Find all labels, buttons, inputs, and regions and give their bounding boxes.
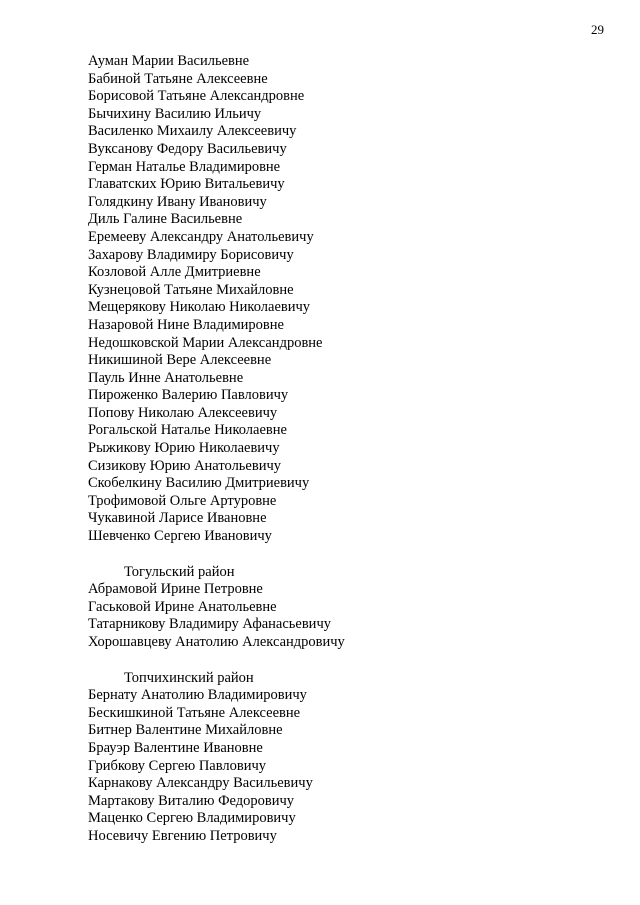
list-item: Пироженко Валерию Павловичу xyxy=(88,387,289,404)
list-item: Вуксанову Федору Васильевичу xyxy=(88,140,287,157)
name-section-continued xyxy=(88,53,608,546)
list-item: Василенко Михаилу Алексеевичу xyxy=(88,123,297,140)
list-item: Гаськовой Ирине Анатольевне xyxy=(88,598,277,615)
name-section-togulsky xyxy=(88,564,608,652)
name-list xyxy=(88,53,608,546)
list-item: Скобелкину Василию Дмитриевичу xyxy=(88,475,310,492)
list-item: Назаровой Нине Владимировне xyxy=(88,316,284,333)
list-item: Главатских Юрию Витальевичу xyxy=(88,176,285,193)
list-item: Бернату Анатолию Владимировичу xyxy=(88,687,307,704)
document-body xyxy=(88,53,608,846)
list-item: Козловой Алле Дмитриевне xyxy=(88,264,261,281)
list-item: Герман Наталье Владимировне xyxy=(88,158,281,175)
list-item: Диль Галине Васильевне xyxy=(88,211,243,228)
list-item: Трофимовой Ольге Артуровне xyxy=(88,492,277,509)
list-item: Карнакову Александру Васильевичу xyxy=(88,775,313,792)
list-item: Битнер Валентине Михайловне xyxy=(88,722,283,739)
name-list xyxy=(88,687,608,845)
list-item: Никишиной Вере Алексеевне xyxy=(88,352,272,369)
list-item: Попову Николаю Алексеевичу xyxy=(88,404,278,421)
list-item: Хорошавцеву Анатолию Александровичу xyxy=(88,634,345,650)
list-item: Голядкину Ивану Ивановичу xyxy=(88,193,267,210)
list-item: Мещерякову Николаю Николаевичу xyxy=(88,299,311,316)
list-item: Захарову Владимиру Борисовичу xyxy=(88,246,294,263)
list-item: Маценко Сергею Владимировичу xyxy=(88,810,296,827)
list-item: Борисовой Татьяне Александровне xyxy=(88,88,305,105)
list-item: Грибкову Сергею Павловичу xyxy=(88,757,267,774)
page-number: 29 xyxy=(591,22,604,37)
list-item: Брауэр Валентине Ивановне xyxy=(88,739,263,756)
list-item: Бескишкиной Татьяне Алексеевне xyxy=(88,704,301,721)
list-item: Шевченко Сергею Ивановичу xyxy=(88,528,272,545)
list-item: Сизикову Юрию Анатольевичу xyxy=(88,457,282,474)
list-item: Чукавиной Ларисе Ивановне xyxy=(88,510,267,527)
name-list xyxy=(88,581,608,651)
list-item: Татарникову Владимиру Афанасьевичу xyxy=(88,616,331,633)
list-item: Рогальской Наталье Николаевне xyxy=(88,422,287,439)
list-item: Кузнецовой Татьяне Михайловне xyxy=(88,281,294,298)
list-item: Бабиной Татьяне Алексеевне xyxy=(88,70,268,87)
list-item: Пауль Инне Анатольевне xyxy=(88,369,244,386)
name-section-topchikhinsky xyxy=(88,670,608,846)
section-heading: Топчихинский район xyxy=(124,669,254,686)
list-item: Еремееву Александру Анатольевичу xyxy=(88,228,314,245)
list-item: Мартакову Виталию Федоровичу xyxy=(88,792,295,809)
list-item: Недошковской Марии Александровне xyxy=(88,334,323,351)
list-item: Абрамовой Ирине Петровне xyxy=(88,581,263,598)
list-item: Рыжикову Юрию Николаевичу xyxy=(88,440,280,457)
list-item: Носевичу Евгению Петровичу xyxy=(88,827,277,844)
list-item: Ауман Марии Васильевне xyxy=(88,53,250,69)
list-item: Бычихину Василию Ильичу xyxy=(88,105,262,122)
section-heading: Тогульский район xyxy=(124,563,235,580)
